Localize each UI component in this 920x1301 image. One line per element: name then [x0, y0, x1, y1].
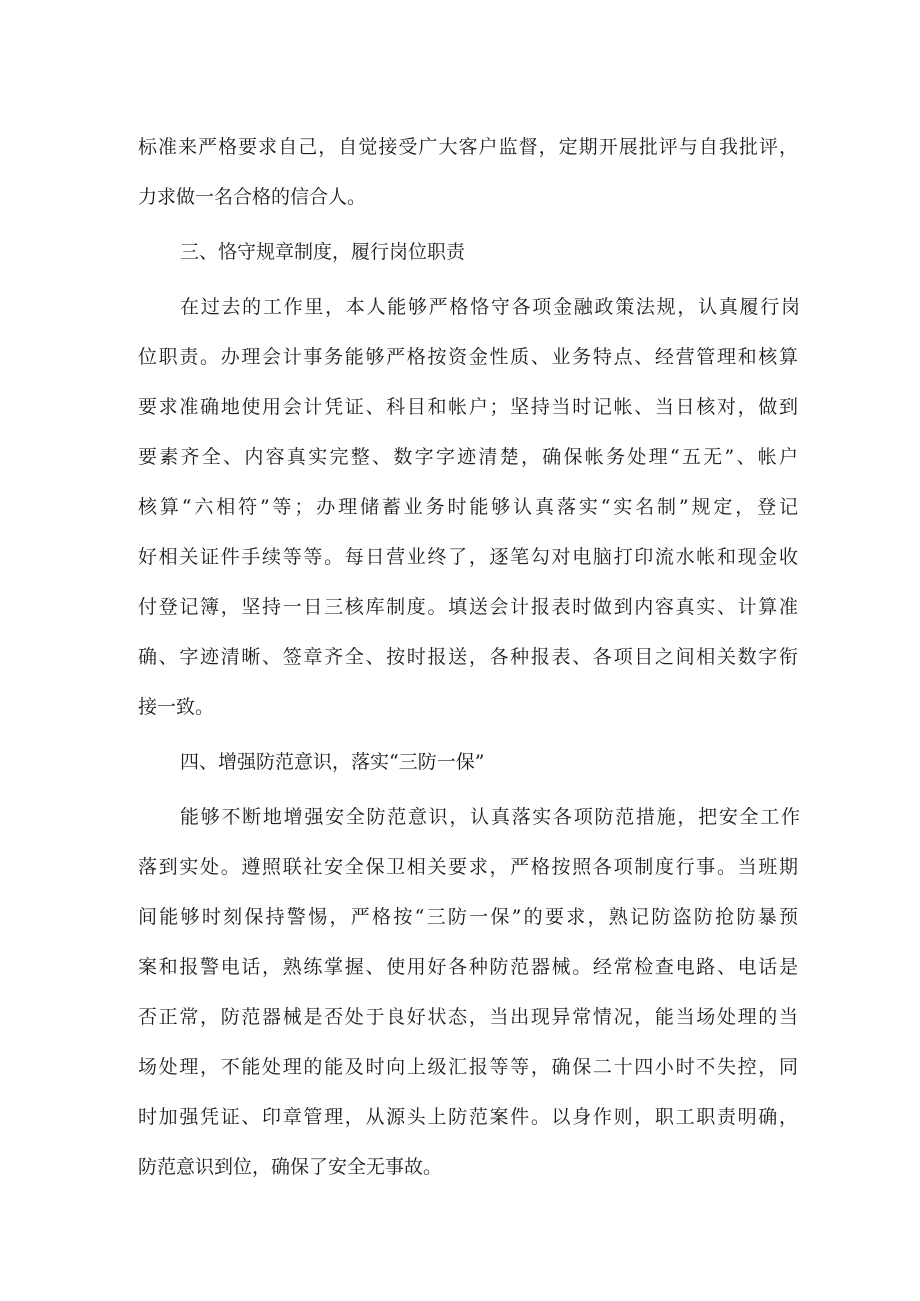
- text-line: 标准来严格要求自己，自觉接受广大客户监督，定期开展批评与自我批评，: [138, 136, 798, 158]
- text-line: 力求做一名合格的信合人。: [138, 186, 367, 208]
- text-line: 接一致。: [138, 696, 215, 718]
- text-line: 能够不断地增强安全防范意识，认真落实各项防范措施，把安全工作: [180, 806, 800, 828]
- text-line: 防范意识到位，确保了安全无事故。: [138, 1156, 443, 1178]
- text-line: 落到实处。遵照联社安全保卫相关要求，严格按照各项制度行事。当班期: [138, 856, 798, 878]
- text-line: 要素齐全、内容真实完整、数字字迹清楚，确保帐务处理“五无”、帐户: [138, 446, 798, 468]
- text-line: 间能够时刻保持警惕，严格按“三防一保”的要求，熟记防盗防抢防暴预: [138, 906, 798, 928]
- text-line: 确、字迹清晰、签章齐全、按时报送，各种报表、各项目之间相关数字衔: [138, 646, 798, 668]
- text-line: 要求准确地使用会计凭证、科目和帐户；坚持当时记帐、当日核对，做到: [138, 396, 798, 418]
- text-line: 场处理，不能处理的能及时向上级汇报等等，确保二十四小时不失控，同: [138, 1056, 798, 1078]
- text-line: 核算“六相符”等；办理储蓄业务时能够认真落实“实名制”规定，登记: [138, 496, 798, 518]
- section-heading: 四、增强防范意识，落实“三防一保”: [180, 751, 485, 773]
- text-line: 否正常，防范器械是否处于良好状态，当出现异常情况，能当场处理的当: [138, 1006, 798, 1028]
- text-line: 好相关证件手续等等。每日营业终了，逐笔勾对电脑打印流水帐和现金收: [138, 546, 798, 568]
- text-line: 案和报警电话，熟练掌握、使用好各种防范器械。经常检查电路、电话是: [138, 956, 798, 978]
- text-line: 付登记簿，坚持一日三核库制度。填送会计报表时做到内容真实、计算准: [138, 596, 798, 618]
- text-line: 时加强凭证、印章管理，从源头上防范案件。以身作则，职工职责明确，: [138, 1106, 798, 1128]
- text-line: 在过去的工作里，本人能够严格恪守各项金融政策法规，认真履行岗: [180, 296, 800, 318]
- section-heading: 三、恪守规章制度，履行岗位职责: [180, 241, 466, 263]
- text-line: 位职责。办理会计事务能够严格按资金性质、业务特点、经营管理和核算: [138, 346, 798, 368]
